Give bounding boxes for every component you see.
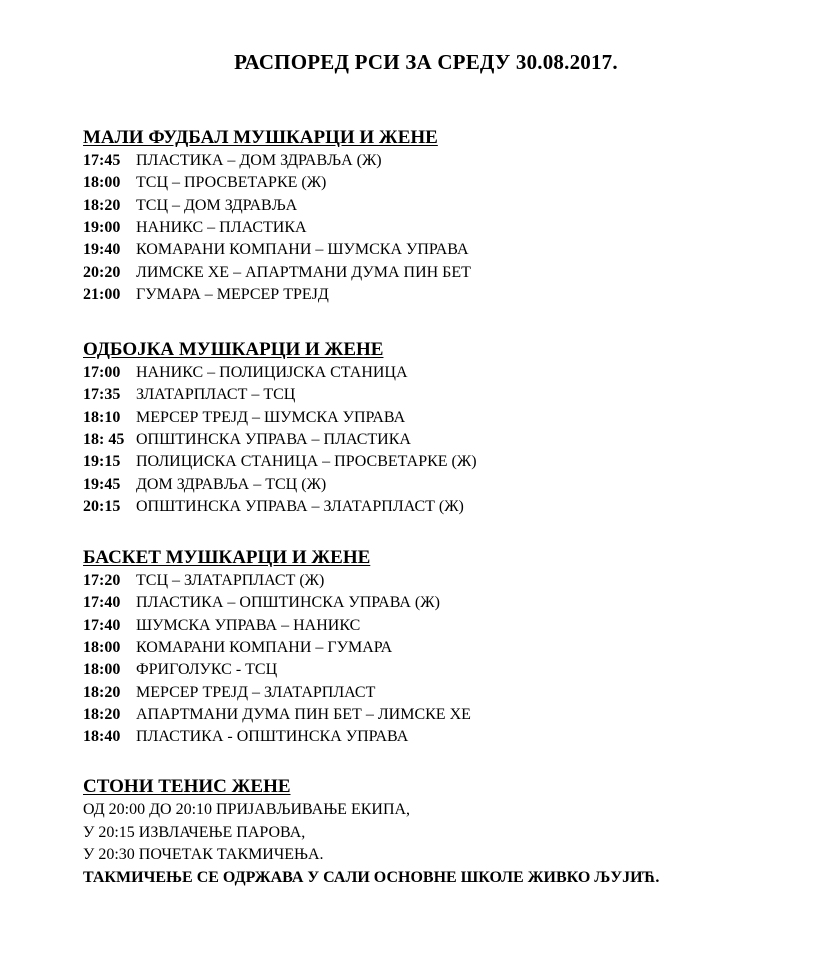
match-teams: ГУМАРА – МЕРСЕР ТРЕЈД — [136, 285, 329, 303]
match-row — [83, 659, 783, 681]
match-teams: ЗЛАТАРПЛАСТ – ТСЦ — [136, 386, 296, 404]
match-teams: ПЛАСТИКА – ДОМ ЗДРАВЉА (Ж) — [136, 152, 382, 169]
match-teams: ТСЦ – ЗЛАТАРПЛАСТ (Ж) — [136, 572, 325, 589]
match-row — [83, 496, 783, 518]
match-row — [83, 570, 783, 592]
match-row — [83, 150, 783, 172]
match-row — [83, 172, 783, 194]
match-teams: ДОМ ЗДРАВЉА – ТСЦ (Ж) — [136, 475, 327, 493]
match-time: 21:00 — [83, 285, 121, 303]
section-heading: ОДБОЈКА МУШКАРЦИ И ЖЕНЕ — [83, 339, 384, 360]
match-row — [83, 704, 783, 726]
match-time: 17:45 — [83, 152, 121, 169]
match-row — [83, 239, 783, 261]
match-teams: МЕРСЕР ТРЕЈД – ШУМСКА УПРАВА — [136, 408, 406, 426]
match-time: 18:00 — [83, 638, 121, 656]
match-time: 17:20 — [83, 572, 121, 589]
match-time: 17:40 — [83, 616, 121, 634]
match-teams: АПАРТМАНИ ДУМА ПИН БЕТ – ЛИМСКЕ ХЕ — [136, 705, 471, 723]
match-teams: НАНИКС – ПОЛИЦИЈСКА СТАНИЦА — [136, 364, 408, 381]
section-heading: МАЛИ ФУДБАЛ МУШКАРЦИ И ЖЕНЕ — [83, 127, 438, 148]
match-row — [83, 592, 783, 614]
match-teams: ЛИМСКЕ ХЕ – АПАРТМАНИ ДУМА ПИН БЕТ — [136, 263, 471, 281]
match-teams: ШУМСКА УПРАВА – НАНИКС — [136, 616, 361, 634]
match-time: 20:20 — [83, 263, 121, 281]
match-row — [83, 615, 783, 637]
match-row — [83, 217, 783, 239]
tennis-note-line: У 20:15 ИЗВЛАЧЕЊЕ ПАРОВА, — [83, 823, 306, 841]
page-title: РАСПОРЕД РСИ ЗА СРЕДУ 30.08.2017. — [234, 50, 618, 74]
match-teams: ФРИГОЛУКС - ТСЦ — [136, 661, 278, 679]
match-list — [83, 150, 783, 306]
match-teams: МЕРСЕР ТРЕЈД – ЗЛАТАРПЛАСТ — [136, 683, 376, 701]
match-row — [83, 195, 783, 217]
match-teams: НАНИКС – ПЛАСТИКА — [136, 218, 307, 236]
section-table-tennis — [83, 775, 783, 889]
match-time: 18:10 — [83, 408, 121, 426]
tennis-note-line: У 20:30 ПОЧЕТАК ТАКМИЧЕЊА. — [83, 846, 324, 863]
match-teams: КОМАРАНИ КОМПАНИ – ШУМСКА УПРАВА — [136, 241, 469, 259]
match-time: 19:40 — [83, 241, 121, 259]
section-mini-football — [83, 126, 783, 306]
match-row — [83, 726, 783, 748]
match-teams: ОПШТИНСКА УПРАВА – ПЛАСТИКА — [136, 430, 411, 448]
match-time: 17:00 — [83, 364, 121, 381]
match-list — [83, 570, 783, 749]
match-row — [83, 362, 783, 384]
match-row — [83, 429, 783, 451]
match-time: 18: 45 — [83, 430, 125, 448]
match-row — [83, 682, 783, 704]
match-time: 18:00 — [83, 174, 121, 192]
match-teams: КОМАРАНИ КОМПАНИ – ГУМАРА — [136, 638, 393, 656]
tennis-note-line: ОД 20:00 ДО 20:10 ПРИЈАВЉИВАЊЕ ЕКИПА, — [83, 801, 411, 818]
match-row — [83, 474, 783, 496]
match-time: 18:20 — [83, 705, 121, 723]
match-time: 18:00 — [83, 661, 121, 679]
match-time: 17:40 — [83, 594, 121, 612]
section-heading: СТОНИ ТЕНИС ЖЕНЕ — [83, 776, 291, 797]
match-time: 18:40 — [83, 728, 121, 746]
match-teams: ПОЛИЦИСКА СТАНИЦА – ПРОСВЕТАРКЕ (Ж) — [136, 453, 477, 471]
match-teams: ПЛАСТИКА - ОПШТИНСКА УПРАВА — [136, 728, 409, 746]
match-time: 20:15 — [83, 497, 121, 515]
match-teams: ОПШТИНСКА УПРАВА – ЗЛАТАРПЛАСТ (Ж) — [136, 497, 464, 515]
match-row — [83, 384, 783, 406]
match-list — [83, 362, 783, 518]
match-time: 18:20 — [83, 196, 121, 214]
match-row — [83, 637, 783, 659]
match-teams: ТСЦ – ПРОСВЕТАРКЕ (Ж) — [136, 174, 327, 192]
match-teams: ТСЦ – ДОМ ЗДРАВЉА — [136, 196, 298, 214]
match-time: 19:45 — [83, 475, 121, 493]
tennis-venue-note: ТАКМИЧЕЊЕ СЕ ОДРЖАВА У САЛИ ОСНОВНЕ ШКОЛЕ ЖИВКО ЉУЈИЋ. — [83, 868, 660, 886]
match-time: 17:35 — [83, 386, 121, 404]
match-row — [83, 407, 783, 429]
match-row — [83, 262, 783, 284]
section-heading: БАСКЕТ МУШКАРЦИ И ЖЕНЕ — [83, 547, 371, 568]
match-teams: ПЛАСТИКА – ОПШТИНСКА УПРАВА (Ж) — [136, 594, 440, 612]
section-basket — [83, 546, 783, 749]
match-row — [83, 284, 783, 306]
section-volleyball — [83, 338, 783, 518]
match-time: 18:20 — [83, 683, 121, 701]
match-row — [83, 451, 783, 473]
match-time: 19:00 — [83, 218, 121, 236]
match-time: 19:15 — [83, 453, 121, 471]
